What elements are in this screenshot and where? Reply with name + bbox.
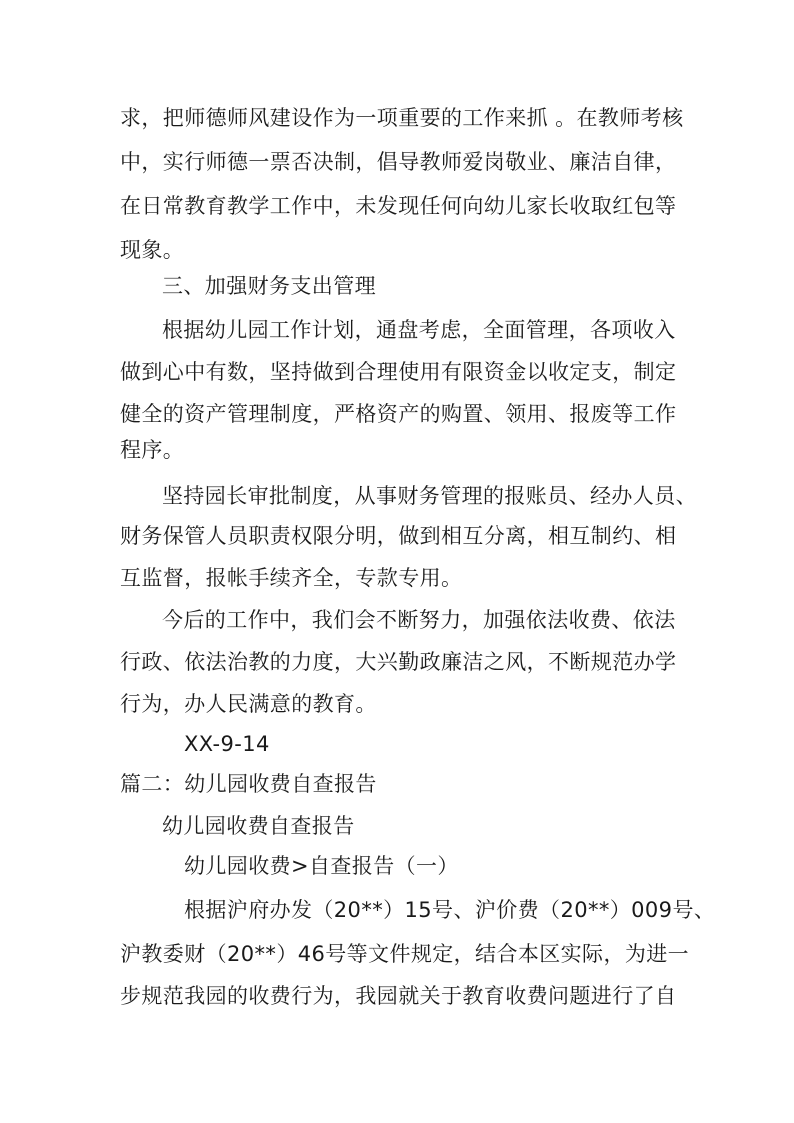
text-line: 今后的工作中，我们会不断努力，加强依法收费、依法 xyxy=(162,608,676,632)
text-line: 做到心中有数，坚持做到合理使用有限资金以收定支，制定 xyxy=(120,360,677,384)
text-line: 互监督，报帐手续齐全，专款专用。 xyxy=(120,566,463,590)
report-title: 幼儿园收费自查报告 xyxy=(162,814,355,838)
text-line: 根据沪府办发（20**）15号、沪价费（20**）009号、 xyxy=(184,898,716,922)
text-line: 沪教委财（20**）46号等文件规定，结合本区实际，为进一 xyxy=(120,942,690,966)
text-line: 财务保管人员职责权限分明，做到相互分离，相互制约、相 xyxy=(120,524,677,548)
text-line: 行政、依法治教的力度，大兴勤政廉洁之风，不断规范办学 xyxy=(120,650,677,674)
article-heading: 篇二：幼儿园收费自查报告 xyxy=(120,772,377,796)
text-line: 根据幼儿园工作计划，通盘考虑，全面管理，各项收入 xyxy=(162,318,676,342)
section-heading: 三、加强财务支出管理 xyxy=(162,274,376,298)
text-line: 步规范我园的收费行为，我园就关于教育收费问题进行了自 xyxy=(120,984,677,1008)
text-line: 程序。 xyxy=(120,438,185,462)
report-subtitle: 幼儿园收费>自查报告（一） xyxy=(184,854,459,878)
date-line: XX-9-14 xyxy=(184,732,270,756)
text-line: 中，实行师德一票否决制，倡导教师爱岗敬业、廉洁自律， xyxy=(120,150,677,174)
text-line: 坚持园长审批制度，从事财务管理的报账员、经办人员、 xyxy=(162,484,697,508)
text-line: 在日常教育教学工作中，未发现任何向幼儿家长收取红包等 xyxy=(120,194,677,218)
text-line: 求，把师德师风建设作为一项重要的工作来抓 。在教师考核 xyxy=(120,106,684,130)
text-line: 行为，办人民满意的教育。 xyxy=(120,692,377,716)
text-line: 现象。 xyxy=(120,238,185,262)
text-line: 健全的资产管理制度，严格资产的购置、领用、报废等工作 xyxy=(120,402,677,426)
